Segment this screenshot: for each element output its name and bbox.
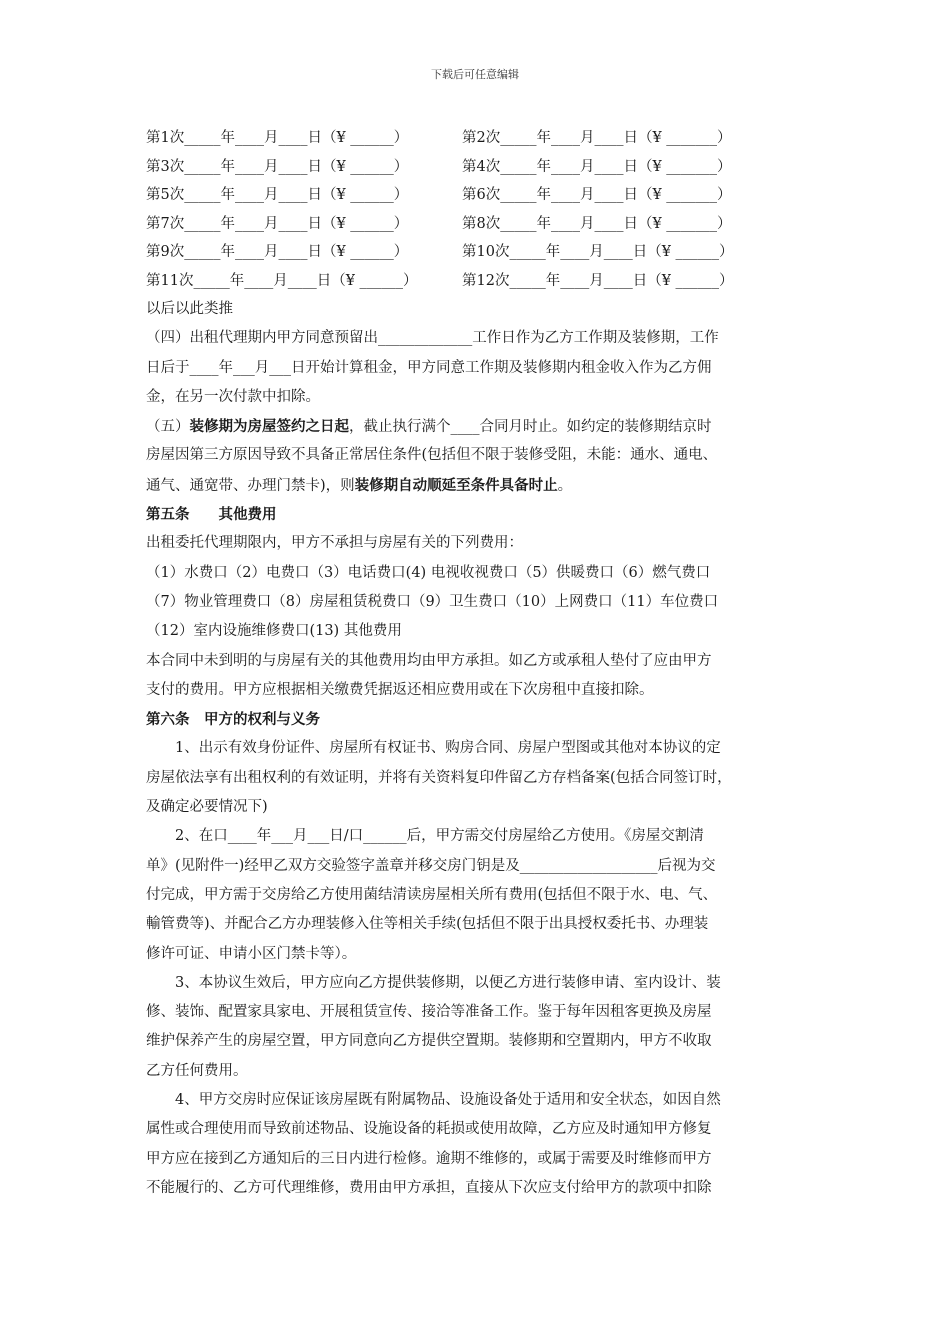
article-item-4	[146, 1086, 826, 1203]
article-line: 单》(见附件一)经甲乙双方交验签字盖章并移交房门钥是及___________________后视为交	[146, 857, 716, 874]
clause-line: 日后于____年___月___日开始计算租金，甲方同意工作期及装修期内租金收入作为乙方佣	[146, 359, 712, 376]
clause-line: 金，在另一次付款中扣除。	[146, 388, 320, 405]
article-line: 及确定必要情况下)	[146, 799, 268, 816]
article-line: 不能履行的、乙方可代理维修，费用由甲方承担，直接从下次应支付给甲方的款项中扣除	[146, 1179, 712, 1196]
article-line: 出租委托代理期限内，甲方不承担与房屋有关的下列费用：	[146, 535, 523, 552]
article-line: 甲方应在接到乙方通知后的三日内进行检修。逾期不维修的，或属于需要及时维修而甲方	[146, 1150, 712, 1167]
payment-entry: 第5次_____年____月____日（¥ ______）	[146, 187, 409, 203]
article-line: 輸管费等)、并配合乙方办理装修入住等相关手续(包括但不限于出具授权委托书、办理装	[146, 916, 709, 933]
article-line: 3、本协议生效后，甲方应向乙方提供装修期，以便乙方进行装修申请、室内设计、装	[175, 974, 721, 991]
article-item-3	[146, 969, 826, 1086]
article-line: 4、甲方交房时应保证该房屋既有附属物品、设施设备处于适用和安全状态，如因自然	[175, 1092, 721, 1109]
article-line: 修许可证、申请小区门禁卡等）。	[146, 945, 357, 962]
clause-line: 房屋因第三方原因导致不具备正常居住条件(包括但不限于装修受阻，未能：通水、通电、	[146, 447, 718, 464]
clause-line	[146, 412, 826, 441]
article-item-1	[146, 734, 826, 822]
clause-4	[146, 324, 826, 412]
article-line: 修、装饰、配置家具家电、开展租赁宣传、接洽等准备工作。鉴于每年因租客更换及房屋	[146, 1004, 712, 1021]
payment-entry: 第11次_____年____月____日（¥ ______）	[146, 272, 418, 289]
clause-text: ，截止执行满个____合同月时止。如约定的装修期结京时	[349, 419, 712, 436]
payment-entry: 第1次_____年____月____日（¥ ______）	[146, 130, 409, 146]
payment-entry: 第4次_____年____月____日（¥ _______）	[462, 158, 732, 175]
payment-row	[146, 124, 826, 153]
article-line: 乙方任何费用。	[146, 1062, 248, 1079]
payment-entry: 第8次_____年____月____日（¥ _______）	[462, 215, 732, 232]
article-line: 本合同中未到明的与房屋有关的其他费用均由甲方承担。如乙方或承租人垫付了应由甲方	[146, 652, 712, 669]
article-line: 付完成，甲方需于交房给乙方使用菌结清读房屋相关所有费用(包括但不限于水、电、气、	[146, 886, 718, 903]
payment-continuation-note: 以后以此类推	[146, 301, 233, 317]
article-line: （12）室内设施维修费口(13) 其他费用	[146, 623, 402, 640]
article-line: （7）物业管理费口（8）房屋租赁税费口（9）卫生费口（10）上网费口（11）车位费口	[146, 593, 719, 610]
clause-prefix: （五）	[146, 419, 190, 436]
article-heading: 第六条 甲方的权利与义务	[146, 711, 320, 729]
payment-row	[146, 153, 826, 182]
clause-line: （四）出租代理期内甲方同意预留出_____________工作日作为乙方工作期及装修期，工作	[146, 330, 719, 347]
payment-entry: 第2次_____年____月____日（¥ _______）	[462, 130, 732, 146]
payment-entry: 第10次_____年____月____日（¥ ______）	[462, 244, 734, 260]
document-body	[146, 124, 826, 1203]
payment-entry: 第3次_____年____月____日（¥ ______）	[146, 158, 409, 175]
article-line: 维护保养产生的房屋空置，甲方同意向乙方提供空置期。装修期和空置期内，甲方不收取	[146, 1033, 712, 1050]
article-line: 2、在口____年___月___日/口______后，甲方需交付房屋给乙方使用。《房屋交割清	[175, 828, 704, 845]
article-5	[146, 500, 826, 705]
payment-schedule	[146, 124, 826, 295]
payment-row	[146, 181, 826, 210]
article-heading: 第五条 其他费用	[146, 506, 277, 524]
article-line: 支付的费用。甲方应根据相关缴费凭据返还相应费用或在下次房租中直接扣除。	[146, 681, 654, 698]
article-line: （1）水费口（2）电费口（3）电话费口(4) 电视收视费口（5）供暖费口（6）燃气费口	[146, 564, 711, 581]
article-item-2	[146, 822, 826, 968]
article-6	[146, 705, 826, 1203]
clause-text: 通气、通宽带、办理门禁卡)，则	[146, 477, 355, 494]
clause-5	[146, 412, 826, 500]
article-line: 1、出示有效身份证件、房屋所有权证书、购房合同、房屋户型图或其他对本协议的定	[175, 740, 721, 757]
clause-emphasis: 装修期为房屋签约之日起	[189, 418, 349, 436]
page-header-note: 下载后可任意编辑	[431, 68, 519, 81]
payment-entry: 第9次_____年____月____日（¥ ______）	[146, 244, 409, 260]
payment-entry: 第12次_____年____月____日（¥ ______）	[462, 272, 734, 289]
payment-entry: 第7次_____年____月____日（¥ ______）	[146, 215, 409, 232]
payment-entry: 第6次_____年____月____日（¥ _______）	[462, 187, 732, 203]
clause-line	[146, 471, 826, 500]
article-line: 属性或合理使用而导致前述物品、设施设备的耗损或使用故障，乙方应及时通知甲方修复	[146, 1121, 712, 1138]
clause-text: 。	[557, 477, 573, 494]
payment-row	[146, 210, 826, 239]
article-line: 房屋依法享有出租权利的有效证明，并将有关资料复印件留乙方存档备案(包括合同签订时，	[146, 769, 732, 786]
payment-row	[146, 238, 826, 267]
clause-emphasis: 装修期自动顺延至条件具备时止	[354, 476, 558, 494]
payment-row	[146, 267, 826, 296]
